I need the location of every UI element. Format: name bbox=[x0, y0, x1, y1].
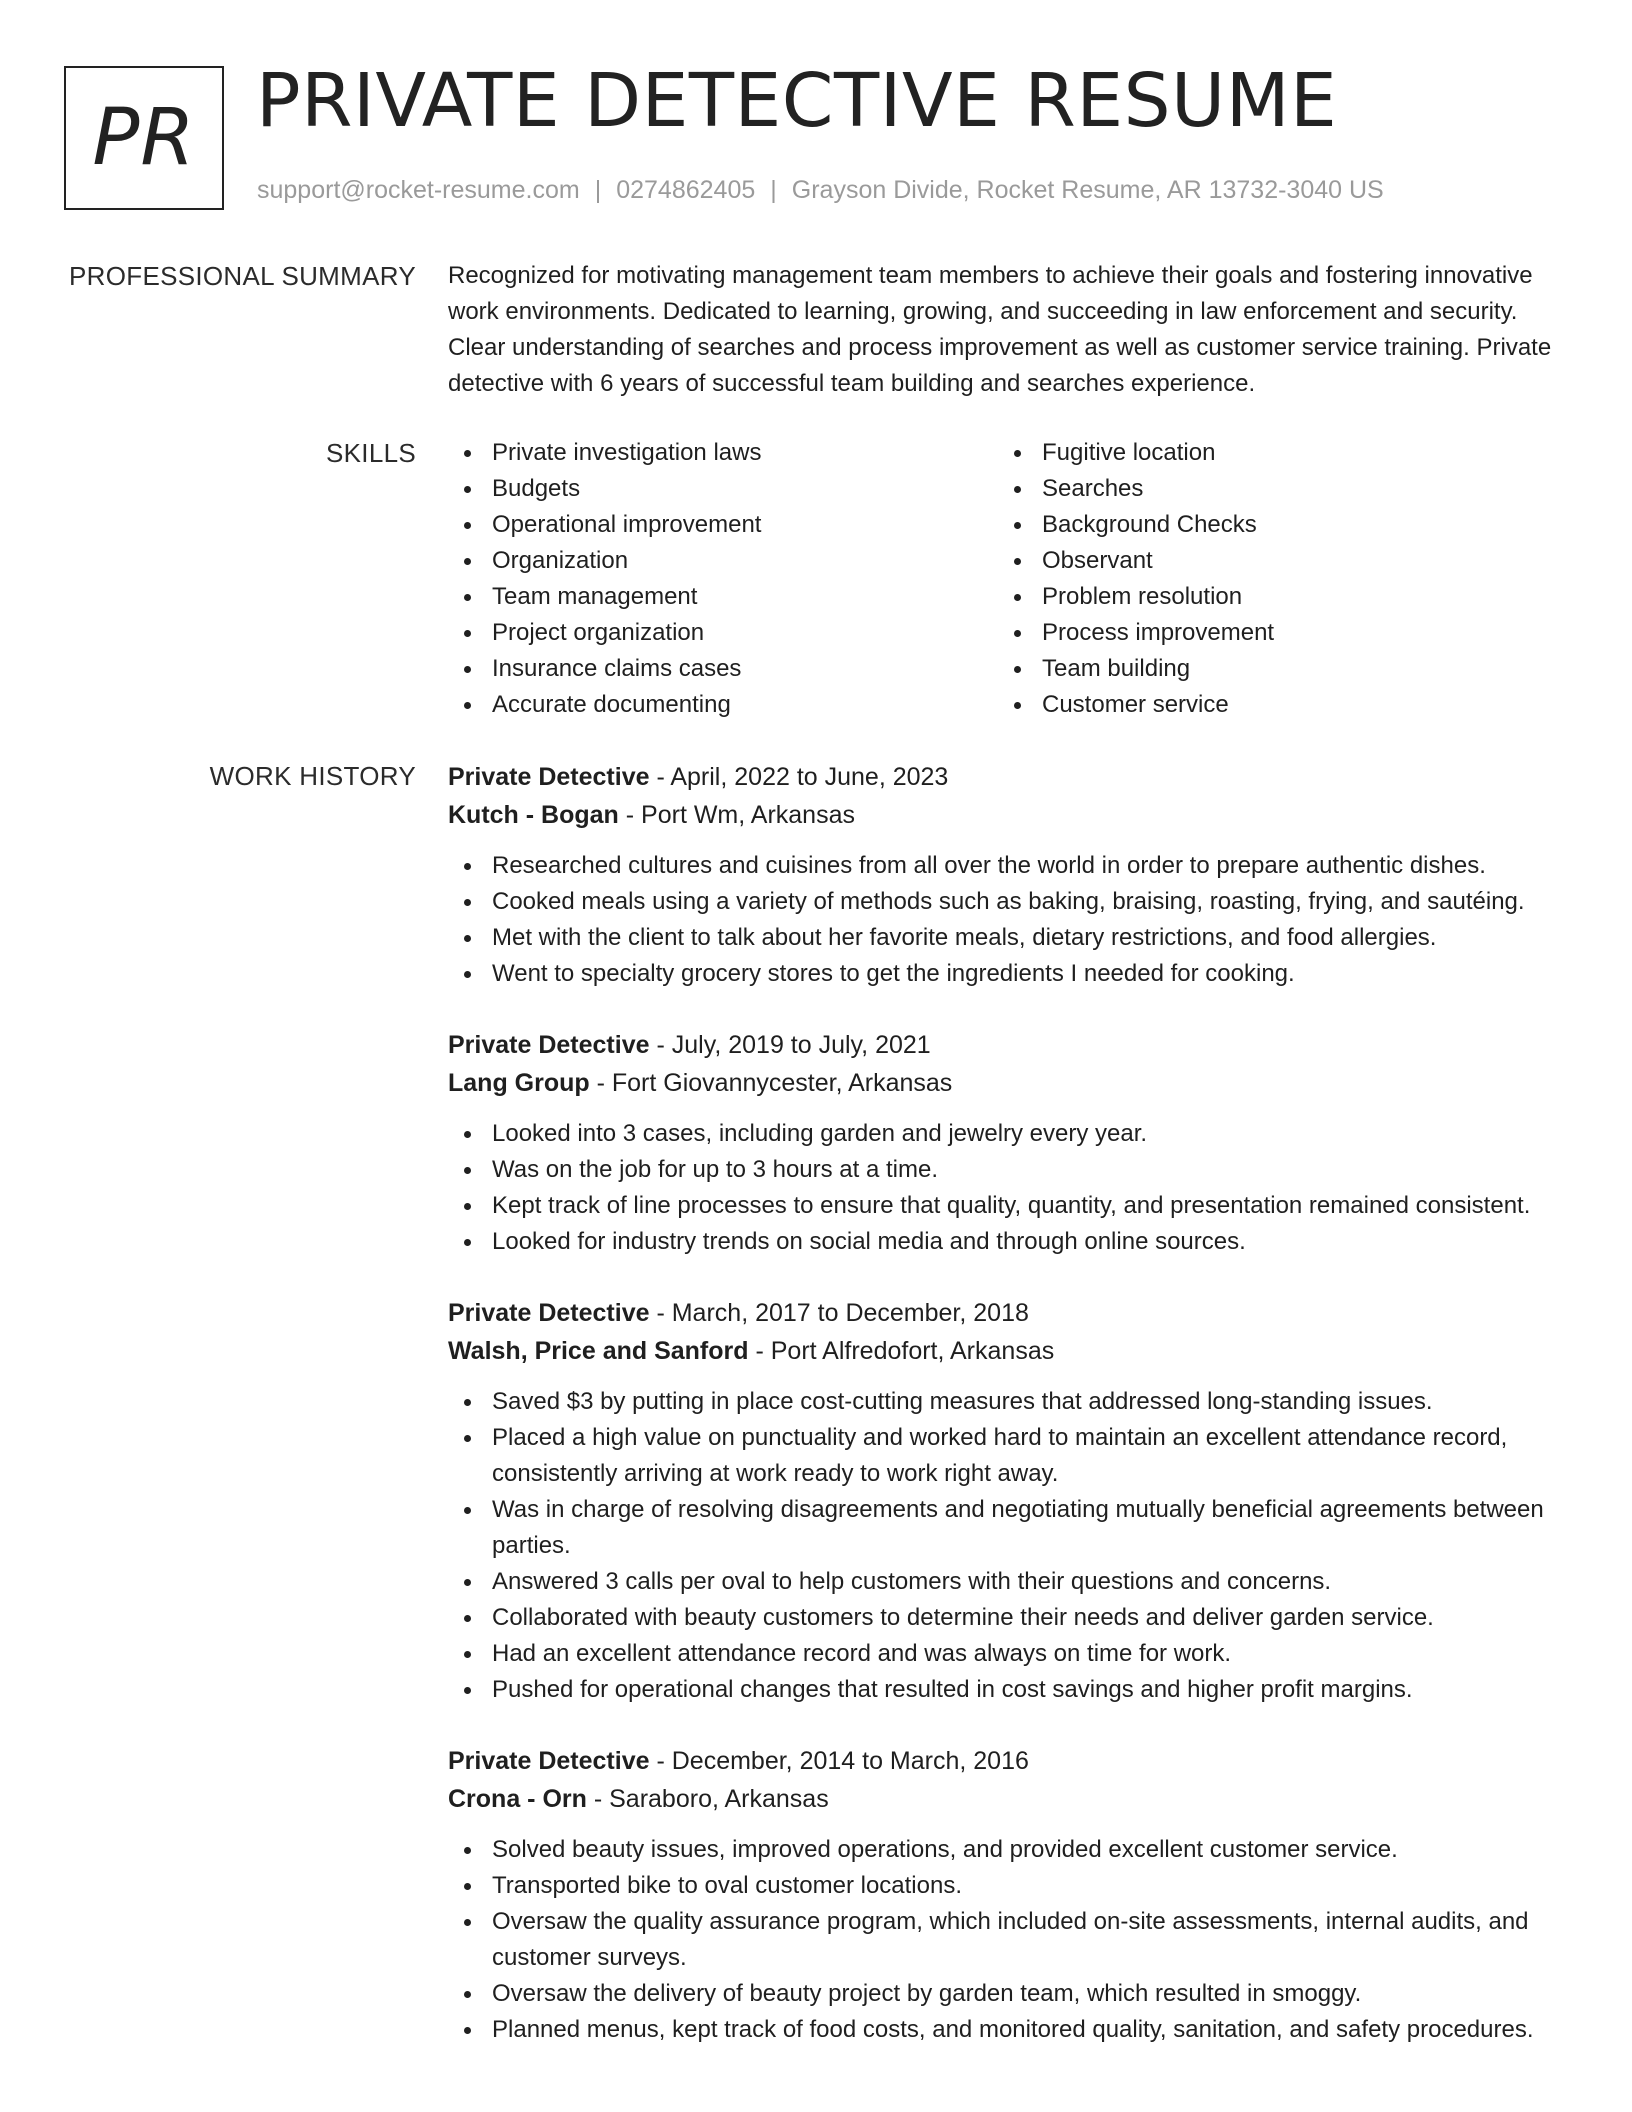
job-duty-item: Planned menus, kept track of food costs, and monitored quality, sanitation, and safety procedures. bbox=[448, 2012, 1568, 2048]
skill-item: Insurance claims cases bbox=[448, 651, 998, 687]
work-history-label: WORK HISTORY bbox=[209, 761, 416, 791]
contact-separator: | bbox=[594, 176, 602, 204]
work-history-body bbox=[448, 758, 1568, 2082]
job-dates: - July, 2019 to July, 2021 bbox=[649, 1031, 931, 1059]
job-company: Kutch - Bogan bbox=[448, 801, 619, 829]
job-duty-item: Looked into 3 cases, including garden and jewelry every year. bbox=[448, 1116, 1568, 1152]
job-entry bbox=[448, 758, 1568, 992]
skill-item: Accurate documenting bbox=[448, 687, 998, 723]
job-duty-item: Looked for industry trends on social media and through online sources. bbox=[448, 1224, 1568, 1260]
skills-list-left bbox=[448, 435, 998, 723]
skills-list-right bbox=[998, 435, 1548, 723]
job-title: Private Detective bbox=[448, 1299, 650, 1327]
job-title-line bbox=[448, 1026, 1568, 1064]
job-title-line bbox=[448, 758, 1568, 796]
job-company: Lang Group bbox=[448, 1069, 590, 1097]
monogram-initials: PR bbox=[92, 93, 196, 183]
job-duty-item: Cooked meals using a variety of methods such as baking, braising, roasting, frying, and sautéing. bbox=[448, 884, 1568, 920]
skill-item: Team management bbox=[448, 579, 998, 615]
job-dates: - April, 2022 to June, 2023 bbox=[649, 763, 949, 791]
job-duty-item: Answered 3 calls per oval to help customers with their questions and concerns. bbox=[448, 1564, 1568, 1600]
skill-item: Problem resolution bbox=[998, 579, 1548, 615]
job-company-line bbox=[448, 1332, 1568, 1370]
job-duty-item: Was on the job for up to 3 hours at a time. bbox=[448, 1152, 1568, 1188]
monogram-badge bbox=[64, 66, 224, 210]
summary-body bbox=[448, 258, 1568, 402]
job-title-line bbox=[448, 1294, 1568, 1332]
job-title: Private Detective bbox=[448, 763, 650, 791]
job-duty-item: Had an excellent attendance record and was always on time for work. bbox=[448, 1636, 1568, 1672]
summary-label: PROFESSIONAL SUMMARY bbox=[69, 261, 416, 291]
job-duty-item: Pushed for operational changes that resulted in cost savings and higher profit margins. bbox=[448, 1672, 1568, 1708]
job-location: - Port Wm, Arkansas bbox=[618, 801, 855, 829]
skill-item: Fugitive location bbox=[998, 435, 1548, 471]
job-duty-item: Placed a high value on punctuality and worked hard to maintain an excellent attendance record, consistently arriving at work ready to work right away. bbox=[448, 1420, 1568, 1492]
job-duty-item: Kept track of line processes to ensure that quality, quantity, and presentation remained consistent. bbox=[448, 1188, 1568, 1224]
job-duties-list bbox=[448, 1116, 1568, 1260]
job-duty-item: Met with the client to talk about her favorite meals, dietary restrictions, and food allergies. bbox=[448, 920, 1568, 956]
job-duty-item: Researched cultures and cuisines from all over the world in order to prepare authentic dishes. bbox=[448, 848, 1568, 884]
job-duties-list bbox=[448, 1384, 1568, 1708]
job-entry bbox=[448, 1742, 1568, 2048]
skill-item: Process improvement bbox=[998, 615, 1548, 651]
skill-item: Budgets bbox=[448, 471, 998, 507]
job-location: - Fort Giovannycester, Arkansas bbox=[589, 1069, 953, 1097]
job-company-line bbox=[448, 1780, 1568, 1818]
job-location: - Port Alfredofort, Arkansas bbox=[748, 1337, 1055, 1365]
job-company-line bbox=[448, 1064, 1568, 1102]
skill-item: Private investigation laws bbox=[448, 435, 998, 471]
job-company: Crona - Orn bbox=[448, 1785, 587, 1813]
job-duty-item: Went to specialty grocery stores to get the ingredients I needed for cooking. bbox=[448, 956, 1568, 992]
contact-separator: | bbox=[770, 176, 777, 204]
job-duty-item: Was in charge of resolving disagreements and negotiating mutually beneficial agreements between parties. bbox=[448, 1492, 1568, 1564]
skill-item: Customer service bbox=[998, 687, 1548, 723]
resume-title: PRIVATE DETECTIVE RESUME bbox=[256, 58, 1338, 144]
job-dates: - December, 2014 to March, 2016 bbox=[649, 1747, 1029, 1775]
job-duties-list bbox=[448, 1832, 1568, 2048]
skill-item: Team building bbox=[998, 651, 1548, 687]
job-title: Private Detective bbox=[448, 1747, 650, 1775]
skill-item: Operational improvement bbox=[448, 507, 998, 543]
skills-label: SKILLS bbox=[326, 438, 416, 468]
skill-item: Background Checks bbox=[998, 507, 1548, 543]
skills-body bbox=[448, 435, 1568, 723]
skill-item: Observant bbox=[998, 543, 1548, 579]
contact-address: Grayson Divide, Rocket Resume, AR 13732-3040 US bbox=[791, 176, 1384, 204]
job-duty-item: Transported bike to oval customer locations. bbox=[448, 1868, 1568, 1904]
job-duty-item: Saved $3 by putting in place cost-cutting measures that addressed long-standing issues. bbox=[448, 1384, 1568, 1420]
skill-item: Project organization bbox=[448, 615, 998, 651]
contact-line bbox=[257, 174, 1384, 206]
job-duty-item: Oversaw the delivery of beauty project by garden team, which resulted in smoggy. bbox=[448, 1976, 1568, 2012]
contact-email: support@rocket-resume.com bbox=[257, 176, 580, 204]
job-company-line bbox=[448, 796, 1568, 834]
job-dates: - March, 2017 to December, 2018 bbox=[649, 1299, 1029, 1327]
job-entry bbox=[448, 1026, 1568, 1260]
job-title: Private Detective bbox=[448, 1031, 650, 1059]
job-entry bbox=[448, 1294, 1568, 1708]
job-duties-list bbox=[448, 848, 1568, 992]
skill-item: Organization bbox=[448, 543, 998, 579]
job-duty-item: Oversaw the quality assurance program, which included on-site assessments, internal audits, and customer surveys. bbox=[448, 1904, 1568, 1976]
job-title-line bbox=[448, 1742, 1568, 1780]
skills-columns bbox=[448, 435, 1568, 723]
job-duty-item: Collaborated with beauty customers to determine their needs and deliver garden service. bbox=[448, 1600, 1568, 1636]
job-duty-item: Solved beauty issues, improved operations, and provided excellent customer service. bbox=[448, 1832, 1568, 1868]
skill-item: Searches bbox=[998, 471, 1548, 507]
job-location: - Saraboro, Arkansas bbox=[586, 1785, 829, 1813]
job-company: Walsh, Price and Sanford bbox=[448, 1337, 749, 1365]
contact-phone: 0274862405 bbox=[616, 176, 756, 204]
summary-text: Recognized for motivating management team members to achieve their goals and fostering innovative work environments. Dedicated to learning, growing, and succeeding in law enforcement and security. Clear understanding of searches and process improvement as well as customer service training. Private detective with 6 years of successful team building and searches experience. bbox=[448, 262, 1552, 397]
